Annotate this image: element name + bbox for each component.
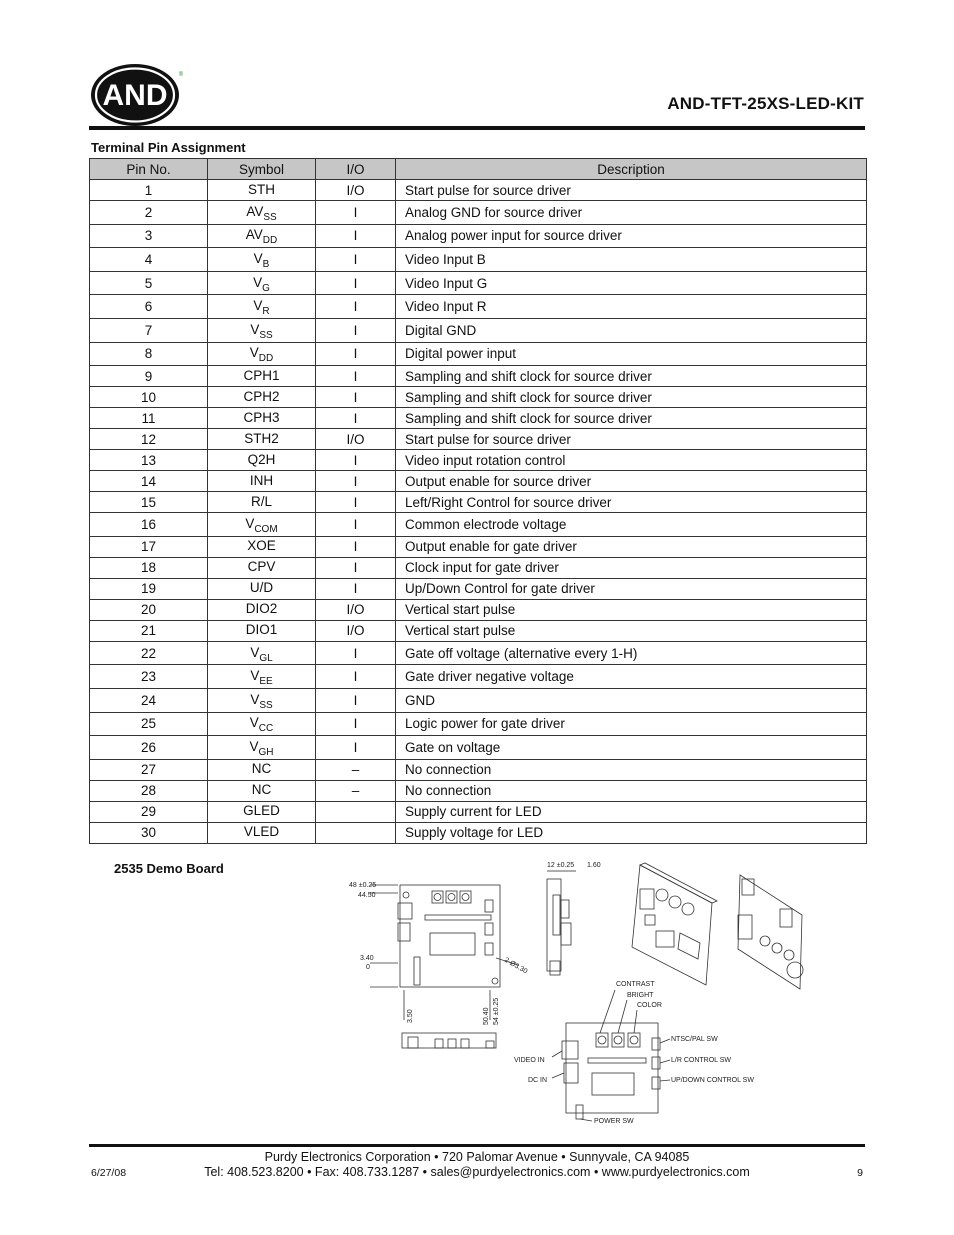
symbol-main: DIO2 bbox=[245, 601, 278, 617]
symbol-main: Q2H bbox=[247, 451, 276, 467]
pin-io: I bbox=[316, 201, 396, 225]
table-row bbox=[90, 180, 867, 201]
table-row bbox=[90, 822, 867, 843]
pin-symbol bbox=[208, 492, 316, 513]
pin-number: 26 bbox=[90, 736, 208, 760]
pin-number: 9 bbox=[90, 366, 208, 387]
pin-io: I/O bbox=[316, 429, 396, 450]
symbol-main: STH bbox=[248, 181, 275, 197]
pin-description: Gate on voltage bbox=[396, 736, 867, 760]
table-header-row bbox=[90, 159, 867, 180]
registered-mark: ® bbox=[178, 72, 184, 78]
pin-io: I bbox=[316, 471, 396, 492]
symbol-main: V bbox=[250, 691, 260, 707]
table-row bbox=[90, 387, 867, 408]
logo-text: AND bbox=[102, 79, 168, 112]
footer-date: 6/27/08 bbox=[91, 1167, 127, 1179]
pin-io: I bbox=[316, 318, 396, 342]
pin-symbol bbox=[208, 318, 316, 342]
table-row bbox=[90, 801, 867, 822]
pin-symbol bbox=[208, 248, 316, 272]
symbol-subscript: DD bbox=[262, 235, 278, 247]
symbol-main: DIO1 bbox=[245, 622, 278, 638]
dim-top-1: 12 ±0.25 bbox=[547, 862, 575, 869]
pin-number: 2 bbox=[90, 201, 208, 225]
dim-side-3: 54 ±0.25 bbox=[493, 997, 500, 1025]
callout-bright: BRIGHT bbox=[627, 992, 654, 999]
symbol-subscript: R bbox=[262, 306, 270, 318]
symbol-main: AV bbox=[246, 203, 264, 219]
symbol-subscript: GL bbox=[259, 652, 273, 664]
pin-number: 28 bbox=[90, 780, 208, 801]
footer-address: Purdy Electronics Corporation • 720 Palomar Avenue • Sunnyvale, CA 94085 bbox=[264, 1150, 690, 1164]
pin-symbol bbox=[208, 688, 316, 712]
table-row bbox=[90, 557, 867, 578]
pin-number: 13 bbox=[90, 450, 208, 471]
pin-symbol bbox=[208, 224, 316, 248]
pin-symbol bbox=[208, 471, 316, 492]
pin-assignment-table bbox=[89, 158, 867, 844]
pin-symbol bbox=[208, 599, 316, 620]
symbol-main: V bbox=[245, 515, 255, 531]
pin-description: Gate off voltage (alternative every 1-H) bbox=[396, 641, 867, 665]
pin-table-body bbox=[90, 180, 867, 844]
pin-number: 25 bbox=[90, 712, 208, 736]
pin-symbol bbox=[208, 822, 316, 843]
pin-description: Vertical start pulse bbox=[396, 620, 867, 641]
pin-description: Analog GND for source driver bbox=[396, 201, 867, 225]
pin-number: 6 bbox=[90, 295, 208, 319]
pin-symbol bbox=[208, 366, 316, 387]
header-rule bbox=[89, 126, 865, 130]
and-logo bbox=[90, 63, 186, 127]
table-row bbox=[90, 641, 867, 665]
section-title-demo-board: 2535 Demo Board bbox=[114, 861, 224, 876]
footer-rule bbox=[89, 1144, 865, 1147]
footer-contact: Tel: 408.523.8200 • Fax: 408.733.1287 • sales@purdyelectronics.com • www.purdyelectronics.com bbox=[204, 1165, 750, 1179]
pin-number: 27 bbox=[90, 759, 208, 780]
header-pin-no: Pin No. bbox=[90, 159, 208, 180]
pin-io: I bbox=[316, 736, 396, 760]
table-row bbox=[90, 366, 867, 387]
pin-io: I bbox=[316, 578, 396, 599]
dim-hole: 2-Ø3.30 bbox=[503, 956, 529, 976]
pin-description: Digital GND bbox=[396, 318, 867, 342]
table-row bbox=[90, 492, 867, 513]
symbol-subscript: DD bbox=[258, 353, 274, 365]
pin-description: Left/Right Control for source driver bbox=[396, 492, 867, 513]
table-row bbox=[90, 471, 867, 492]
pin-description: Sampling and shift clock for source driver bbox=[396, 387, 867, 408]
pin-description: Sampling and shift clock for source driver bbox=[396, 408, 867, 429]
pin-io: I/O bbox=[316, 180, 396, 201]
pin-number: 21 bbox=[90, 620, 208, 641]
table-row bbox=[90, 513, 867, 537]
pin-io: I bbox=[316, 387, 396, 408]
pin-number: 5 bbox=[90, 271, 208, 295]
symbol-main: V bbox=[249, 345, 259, 361]
pin-io: I bbox=[316, 408, 396, 429]
symbol-main: CPH1 bbox=[243, 367, 280, 383]
symbol-main: V bbox=[253, 298, 263, 314]
symbol-main: V bbox=[249, 738, 259, 754]
symbol-main: XOE bbox=[247, 538, 276, 554]
symbol-main: V bbox=[250, 321, 260, 337]
symbol-main: AV bbox=[245, 227, 263, 243]
pin-io: I bbox=[316, 342, 396, 366]
pin-description: Vertical start pulse bbox=[396, 599, 867, 620]
pin-description: Output enable for gate driver bbox=[396, 536, 867, 557]
pin-io: I bbox=[316, 224, 396, 248]
pin-symbol bbox=[208, 450, 316, 471]
pin-io: I bbox=[316, 557, 396, 578]
pin-number: 23 bbox=[90, 665, 208, 689]
pin-description: Supply current for LED bbox=[396, 801, 867, 822]
pin-description: Start pulse for source driver bbox=[396, 429, 867, 450]
pin-io: I bbox=[316, 366, 396, 387]
pin-symbol bbox=[208, 295, 316, 319]
symbol-main: U/D bbox=[249, 580, 274, 596]
symbol-main: STH2 bbox=[244, 430, 279, 446]
pin-symbol bbox=[208, 780, 316, 801]
pin-number: 4 bbox=[90, 248, 208, 272]
pin-number: 1 bbox=[90, 180, 208, 201]
symbol-main: NC bbox=[251, 761, 272, 777]
pin-symbol bbox=[208, 513, 316, 537]
table-row bbox=[90, 712, 867, 736]
table-row bbox=[90, 201, 867, 225]
table-row bbox=[90, 429, 867, 450]
symbol-main: CPV bbox=[247, 559, 276, 575]
pin-description: Digital power input bbox=[396, 342, 867, 366]
pin-description: Common electrode voltage bbox=[396, 513, 867, 537]
symbol-subscript: SS bbox=[259, 699, 273, 711]
pin-io: I/O bbox=[316, 620, 396, 641]
pin-number: 24 bbox=[90, 688, 208, 712]
pin-description: Up/Down Control for gate driver bbox=[396, 578, 867, 599]
table-row bbox=[90, 759, 867, 780]
callout-color: COLOR bbox=[637, 1002, 662, 1009]
symbol-main: INH bbox=[249, 472, 274, 488]
dim-44: 44.50 bbox=[358, 892, 376, 899]
pin-symbol bbox=[208, 736, 316, 760]
pin-io bbox=[316, 801, 396, 822]
callout-contrast: CONTRAST bbox=[616, 981, 655, 988]
symbol-subscript: B bbox=[262, 258, 270, 270]
pin-description: No connection bbox=[396, 759, 867, 780]
pin-io: I bbox=[316, 295, 396, 319]
symbol-main: V bbox=[253, 250, 263, 266]
pin-description: Gate driver negative voltage bbox=[396, 665, 867, 689]
pin-symbol bbox=[208, 557, 316, 578]
pin-number: 14 bbox=[90, 471, 208, 492]
pin-description: Sampling and shift clock for source driver bbox=[396, 366, 867, 387]
table-row bbox=[90, 780, 867, 801]
pin-number: 16 bbox=[90, 513, 208, 537]
pin-symbol bbox=[208, 408, 316, 429]
pin-symbol bbox=[208, 536, 316, 557]
pin-io: I bbox=[316, 712, 396, 736]
symbol-subscript: COM bbox=[254, 523, 278, 535]
table-row bbox=[90, 408, 867, 429]
pin-number: 10 bbox=[90, 387, 208, 408]
table-row bbox=[90, 318, 867, 342]
header-symbol: Symbol bbox=[208, 159, 316, 180]
pin-symbol bbox=[208, 641, 316, 665]
pin-symbol bbox=[208, 620, 316, 641]
symbol-main: VLED bbox=[243, 824, 280, 840]
pin-description: Start pulse for source driver bbox=[396, 180, 867, 201]
pin-io: – bbox=[316, 759, 396, 780]
pin-description: Supply voltage for LED bbox=[396, 822, 867, 843]
dim-side-2: 50.40 bbox=[483, 1007, 490, 1025]
pin-io: I bbox=[316, 688, 396, 712]
pin-number: 29 bbox=[90, 801, 208, 822]
dim-0: 0 bbox=[366, 964, 370, 971]
pin-symbol bbox=[208, 801, 316, 822]
pin-description: GND bbox=[396, 688, 867, 712]
pin-symbol bbox=[208, 665, 316, 689]
callout-ud: UP/DOWN CONTROL SW bbox=[671, 1077, 754, 1084]
table-row bbox=[90, 248, 867, 272]
pin-number: 11 bbox=[90, 408, 208, 429]
dim-340: 3.40 bbox=[360, 955, 374, 962]
pin-number: 17 bbox=[90, 536, 208, 557]
table-row bbox=[90, 599, 867, 620]
table-row bbox=[90, 342, 867, 366]
pin-number: 18 bbox=[90, 557, 208, 578]
table-row bbox=[90, 620, 867, 641]
pin-symbol bbox=[208, 342, 316, 366]
pin-number: 20 bbox=[90, 599, 208, 620]
dim-48: 48 ±0.25 bbox=[349, 882, 377, 889]
pin-number: 15 bbox=[90, 492, 208, 513]
pin-number: 30 bbox=[90, 822, 208, 843]
dim-top-2: 1.60 bbox=[587, 862, 601, 869]
pin-io: I bbox=[316, 665, 396, 689]
pin-io: I bbox=[316, 271, 396, 295]
callout-dc-in: DC IN bbox=[528, 1077, 548, 1084]
pin-description: Video Input G bbox=[396, 271, 867, 295]
pin-io: I bbox=[316, 492, 396, 513]
symbol-main: V bbox=[250, 644, 260, 660]
pin-symbol bbox=[208, 180, 316, 201]
symbol-main: CPH2 bbox=[243, 388, 280, 404]
pin-description: No connection bbox=[396, 780, 867, 801]
pin-symbol bbox=[208, 387, 316, 408]
pin-description: Analog power input for source driver bbox=[396, 224, 867, 248]
symbol-main: GLED bbox=[243, 803, 280, 819]
table-row bbox=[90, 536, 867, 557]
symbol-main: V bbox=[250, 668, 260, 684]
pin-symbol bbox=[208, 271, 316, 295]
pin-description: Video input rotation control bbox=[396, 450, 867, 471]
symbol-subscript: EE bbox=[259, 676, 273, 688]
table-row bbox=[90, 224, 867, 248]
pin-symbol bbox=[208, 578, 316, 599]
table-row bbox=[90, 736, 867, 760]
pin-number: 22 bbox=[90, 641, 208, 665]
demo-board-drawing bbox=[340, 855, 820, 1130]
pin-io: I bbox=[316, 641, 396, 665]
pin-description: Clock input for gate driver bbox=[396, 557, 867, 578]
table-row bbox=[90, 665, 867, 689]
pin-io bbox=[316, 822, 396, 843]
pin-description: Video Input B bbox=[396, 248, 867, 272]
symbol-subscript: GH bbox=[258, 746, 274, 758]
symbol-main: V bbox=[253, 274, 263, 290]
pin-description: Output enable for source driver bbox=[396, 471, 867, 492]
table-row bbox=[90, 271, 867, 295]
pin-symbol bbox=[208, 201, 316, 225]
pin-io: I bbox=[316, 536, 396, 557]
callout-ntsc: NTSC/PAL SW bbox=[671, 1036, 718, 1043]
pin-description: Logic power for gate driver bbox=[396, 712, 867, 736]
symbol-subscript: CC bbox=[258, 723, 274, 735]
pin-number: 12 bbox=[90, 429, 208, 450]
callout-lr: L/R CONTROL SW bbox=[671, 1057, 732, 1064]
section-title-pin-assignment: Terminal Pin Assignment bbox=[91, 140, 246, 155]
pin-number: 8 bbox=[90, 342, 208, 366]
symbol-main: V bbox=[249, 715, 259, 731]
table-row bbox=[90, 450, 867, 471]
pin-description: Video Input R bbox=[396, 295, 867, 319]
page-number: 9 bbox=[857, 1167, 863, 1179]
pin-io: I/O bbox=[316, 599, 396, 620]
pin-io: – bbox=[316, 780, 396, 801]
dim-side-1: 3.50 bbox=[407, 1009, 414, 1023]
pin-number: 3 bbox=[90, 224, 208, 248]
pin-io: I bbox=[316, 248, 396, 272]
symbol-main: CPH3 bbox=[243, 409, 280, 425]
header-description: Description bbox=[396, 159, 867, 180]
document-title: AND-TFT-25XS-LED-KIT bbox=[667, 94, 864, 113]
header-io: I/O bbox=[316, 159, 396, 180]
pin-number: 7 bbox=[90, 318, 208, 342]
callout-power-sw: POWER SW bbox=[594, 1118, 634, 1125]
symbol-main: R/L bbox=[250, 493, 272, 509]
symbol-main: NC bbox=[251, 782, 272, 798]
pin-symbol bbox=[208, 712, 316, 736]
pin-symbol bbox=[208, 429, 316, 450]
pin-number: 19 bbox=[90, 578, 208, 599]
symbol-subscript: SS bbox=[263, 211, 277, 223]
callout-video-in: VIDEO IN bbox=[514, 1057, 545, 1064]
table-row bbox=[90, 688, 867, 712]
pin-io: I bbox=[316, 513, 396, 537]
pin-symbol bbox=[208, 759, 316, 780]
table-row bbox=[90, 295, 867, 319]
table-row bbox=[90, 578, 867, 599]
pin-io: I bbox=[316, 450, 396, 471]
symbol-subscript: G bbox=[262, 282, 270, 294]
symbol-subscript: SS bbox=[259, 329, 273, 341]
